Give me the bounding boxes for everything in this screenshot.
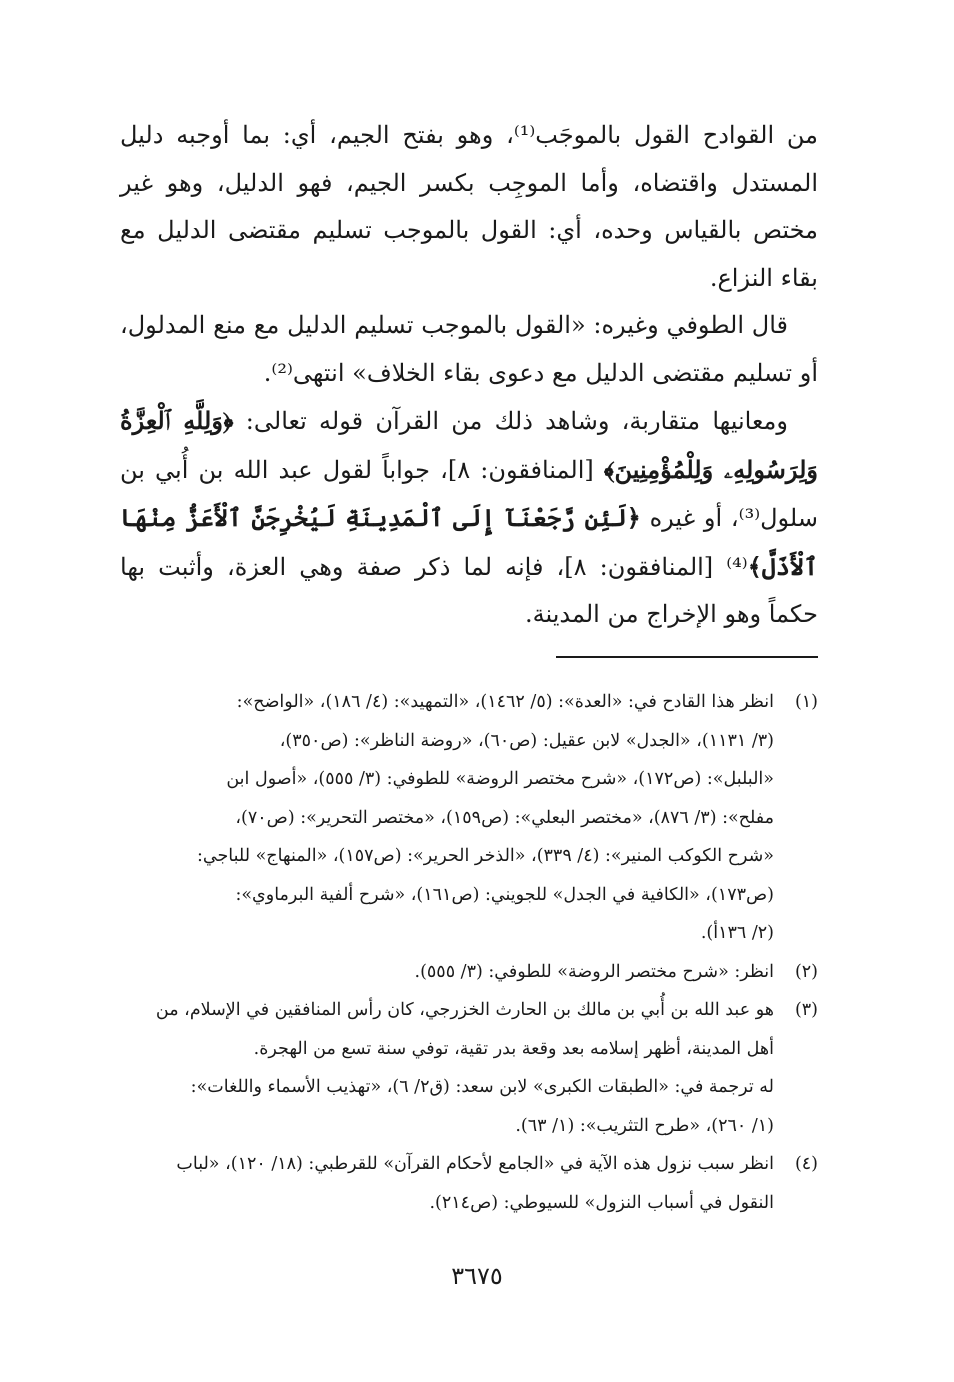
footnote-number: (١) — [794, 692, 818, 712]
paragraph-2: قال الطوفي وغيره: «القول بالموجب تسليم الدليل مع منع المدلول، أو تسليم مقتضى الدليل مع دعوى بقاء الخلاف» انتهى⁽²⁾. — [120, 311, 818, 387]
footnote-body — [120, 991, 774, 1145]
footnote-line: هو عبد الله بن أُبي بن مالك بن الحارث الخزرجي، كان رأس المنافقين في الإسلام، من — [155, 1000, 774, 1020]
paragraph-3 — [120, 397, 818, 639]
footnote-line: انظر: «شرح مختصر الروضة» للطوفي: (٣/ ٥٥٥). — [414, 961, 774, 982]
footnote-line: (ص١٧٣)، «الكافية في الجدل» للجويني: (ص١٦١)، «شرح ألفية البرماوي»: — [235, 884, 774, 905]
footnote-line: مفلح»: (٣/ ٨٧٦)، «مختصر البعلي»: (ص١٥٩)، «مختصر التحرير»: (ص٧٠)، — [235, 807, 774, 828]
footnote-1 — [120, 683, 818, 953]
page-number: ٣٦٧٥ — [451, 1262, 503, 1290]
footnote-4 — [120, 1145, 818, 1222]
footnote-2 — [120, 953, 818, 992]
footnote-body — [120, 953, 774, 992]
footnote-line: انظر سبب نزول هذه الآية في «الجامع لأحكام القرآن» للقرطبي: (١٨/ ١٢٠)، «لباب — [176, 1154, 774, 1174]
footnote-line: له ترجمة في: «الطبقات الكبرى» لابن سعد: (ق٢/ ٦)، «تهذيب الأسماء واللغات»: — [190, 1077, 774, 1097]
quran-verse-2: ﴿لَئِن رَّجَعْنَآ إِلَى ٱلْمَدِينَةِ لَيُخْرِجَنَّ ٱلْأَعَزُّ مِنْهَا ٱلْأَذَلَّ﴾ — [120, 503, 818, 581]
paragraph-3-intro: ومعانيها متقاربة، وشاهد ذلك من القرآن قوله تعالى: — [233, 407, 788, 435]
footnote-3 — [120, 991, 818, 1145]
paragraph-3-end: ⁽⁴⁾ [المنافقون: ٨]، فإنه لما ذكر صفة وهي العزة، وأثبت بها حكماً وهو الإخراج من المدينة. — [120, 552, 818, 628]
footnotes — [120, 683, 818, 1222]
footnote-line: «البلبل»: (ص١٧٢)، «شرح مختصر الروضة» للطوفي: (٣/ ٥٥٥)، «أصول ابن — [226, 769, 774, 789]
main-text — [120, 112, 818, 639]
footnote-number: (٤) — [794, 1154, 818, 1174]
footnote-line: (١/ ٢٦٠)، «طرح التثريب»: (١/ ٦٣). — [515, 1115, 774, 1136]
footnote-line: «شرح الكوكب المنير»: (٤/ ٣٣٩)، «الذخر الحرير»: (ص١٥٧)، «المنهاج» للباجي: — [197, 846, 774, 866]
footnote-line: أهل المدينة، أظهر إسلامه بعد وقعة بدر تقية، توفي سنة تسع من الهجرة. — [253, 1038, 774, 1059]
footnote-line: النقول في أسباب النزول» للسيوطي: (ص٢١٤). — [429, 1192, 774, 1213]
footnote-number: (٣) — [794, 1000, 818, 1020]
footnote-line: (٢/ ١٣٦أ). — [700, 923, 774, 943]
footnote-line: (٣/ ١١٣١)، «الجدل» لابن عقيل: (ص٦٠)، «روضة الناظر»: (ص٣٥٠)، — [279, 730, 774, 751]
footnote-line: انظر هذا القادح في: «العدة»: (٥/ ١٤٦٢)، «التمهيد»: (٤/ ١٨٦)، «الواضح»: — [236, 692, 774, 712]
footnote-number: (٢) — [794, 961, 818, 982]
footnote-body — [120, 683, 774, 953]
paragraph-3-middle: [المنافقون: ٨]، جواباً لقول عبد الله بن أُبي بن سلول⁽³⁾، أو غيره — [120, 455, 818, 532]
quran-verse-1: ﴿وَلِلَّهِ ٱلْعِزَّةُ وَلِرَسُولِهِۦ وَلِلْمُؤْمِنِينَ﴾ — [120, 406, 818, 484]
footnote-body — [120, 1145, 774, 1222]
footnote-separator — [556, 656, 818, 658]
paragraph-1: من القوادح القول بالموجَب⁽¹⁾، وهو بفتح الجيم، أي: بما أوجبه دليل المستدل واقتضاه، وأما الموجِب بكسر الجيم، فهو الدليل، وهو غير مختص بالقياس وحده، أي: القول بالموجب تسليم مقتضى الدليل مع بقاء النزاع. — [120, 121, 819, 292]
